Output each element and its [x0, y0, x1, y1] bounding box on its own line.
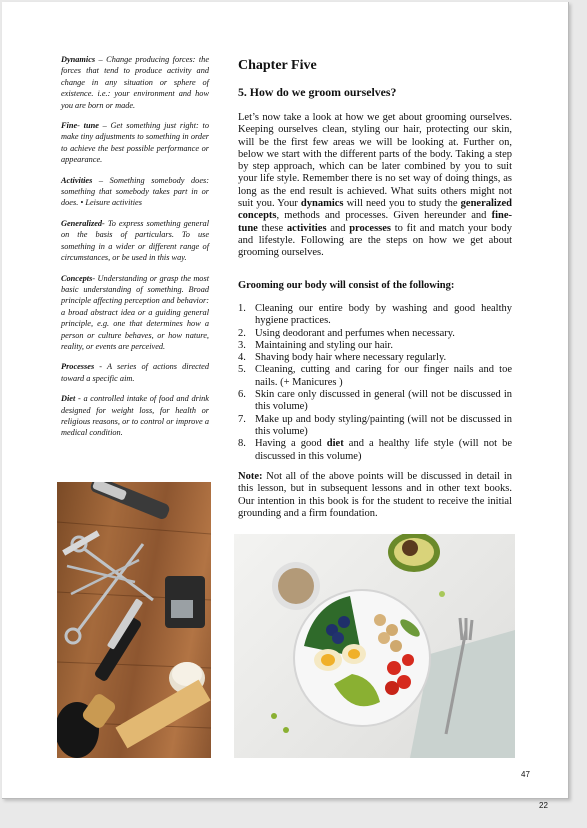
intro-text: these	[257, 222, 287, 234]
list-item-text	[255, 438, 512, 463]
salad-bowl-icon	[294, 590, 430, 726]
glossary-entry-processes	[61, 361, 209, 384]
glossary-entry-generalized	[61, 218, 209, 264]
glossary-term: Activities	[61, 175, 93, 185]
note-text: Not all of the above points will be discussed in detail in this lesson, but in subsequent lessons and in other text books. Our intention in this book is for the student to receive the initial grounding and a firm foundation.	[238, 471, 512, 519]
document-page	[2, 2, 569, 799]
chapter-title: Chapter Five	[238, 58, 317, 73]
intro-text: , methods and processes. Given hereunder and	[276, 210, 492, 222]
grooming-tools-illustration	[57, 482, 211, 758]
list-item	[238, 389, 512, 414]
intro-text: Let’s now take a look at how we get about grooming ourselves. Keeping ourselves clean, styling our hair, protecting our skin, will be the first few areas we will be looking at. Further on, below we start with the different parts of the body. Taking a step by step approach, which can be later combined by you to suit your life style. Remember there is no set way of doing things, as long as the end result is achieved. What suits others might not suit you. Your	[238, 112, 512, 210]
glossary-term: Processes	[61, 362, 95, 372]
list-item-number: 6.	[238, 389, 246, 401]
list-item-number: 3.	[238, 339, 246, 351]
glossary-definition: – Change producing forces: the forces that tend to produce activity and change in any situation or sphere of existence. i.e.: your environment and how you are born or made.	[61, 55, 209, 110]
list-item-number: 7.	[238, 413, 246, 425]
glossary-term: Diet	[61, 394, 76, 404]
page-number: 47	[521, 770, 530, 779]
list-item-text: Make up and body styling/painting (will not be discussed in this volume)	[255, 413, 512, 437]
glossary-definition: To express something general on the basis of particulars. To use something in a wider or different range of circumstances, or be used in this way.	[61, 218, 209, 263]
seed-jar-icon	[272, 562, 320, 610]
list-item-number: 2.	[238, 327, 246, 339]
keyword-processes: processes	[349, 222, 392, 234]
section-heading: 5. How do we groom ourselves?	[238, 85, 397, 99]
keyword-diet: diet	[326, 438, 344, 450]
glossary-entry-concepts	[61, 273, 209, 353]
list-item	[238, 328, 512, 340]
avocado-icon	[388, 534, 440, 572]
viewer-page-number: 22	[539, 801, 548, 810]
glossary-definition: - A series of actions directed toward a specific aim.	[61, 362, 209, 383]
keyword-dynamics: dynamics	[300, 198, 344, 210]
note-label: Note:	[238, 471, 263, 482]
glossary-term: Fine- tune	[61, 121, 99, 131]
keyword-generalized-concepts: generalized concepts	[238, 198, 512, 222]
note-paragraph	[238, 471, 512, 520]
glossary-definition: – Something somebody does: something that somebody takes part in or does. • Leisure activities	[61, 175, 209, 208]
list-item-text: Cleaning, cutting and caring for our finger nails and toe nails. (+ Manicures )	[255, 364, 512, 388]
glossary-term: Generalized-	[61, 218, 105, 228]
intro-text: and	[326, 222, 350, 234]
intro-text: to fit and match your body and lifestyle. Following are the steps on how we get about grooming ourselves.	[238, 222, 513, 259]
glossary-entry-activities	[61, 175, 209, 209]
glossary-entry-diet	[61, 393, 209, 439]
trimmer-icon	[89, 482, 171, 521]
food-bowl-illustration	[234, 534, 515, 758]
list-item	[238, 438, 512, 463]
list-heading: Grooming our body will consist of the following:	[238, 280, 455, 291]
glossary-definition: – Get something just right: to make tiny adjustments to something in order to achieve the best possible performance or appearance.	[61, 121, 209, 165]
grooming-steps-list	[238, 303, 512, 463]
healthy-food-bowl-photo	[234, 534, 515, 758]
grooming-tools-photo	[57, 482, 211, 758]
glossary-entry-dynamics	[61, 54, 209, 111]
list-item	[238, 340, 512, 352]
intro-paragraph	[238, 112, 512, 260]
clipper-icon	[165, 576, 205, 628]
list-item-number: 1.	[238, 303, 246, 314]
glossary-sidebar	[61, 54, 209, 448]
razor-icon	[94, 598, 144, 682]
keyword-activities: activities	[286, 222, 327, 234]
list-item-text: Skin care only discussed in general (will not be discussed in this volume)	[255, 389, 512, 413]
keyword-fine-tune: fine-tune	[238, 210, 512, 234]
intro-text: will need you to study the	[343, 198, 461, 210]
glossary-entry-fine-tune	[61, 120, 209, 166]
glossary-term: Concepts-	[61, 273, 96, 283]
glossary-definition: Understanding or grasp the most basic understanding of something. Broad principle affecting perception and behavior: a broad abstract idea or a guiding general principle, e.g. one that determines how a person or culture behaves, or how nature, reality, or events are perceived.	[61, 273, 209, 351]
list-item-text-post: and a healthy life style (will not be discussed in this volume)	[255, 438, 512, 462]
list-item-text: Using deodorant and perfumes when necessary.	[255, 327, 455, 339]
list-item	[238, 303, 512, 328]
glossary-definition: - a controlled intake of food and drink designed for weight loss, for health or religious reasons, or to control or improve a medical condition.	[61, 394, 209, 438]
list-item-text: Shaving body hair where necessary regularly.	[255, 352, 447, 364]
list-item	[238, 364, 512, 389]
list-item-text: Cleaning our entire body by washing and good healthy hygiene practices.	[255, 303, 512, 327]
list-item-number: 5.	[238, 364, 246, 376]
comb-icon	[115, 680, 210, 749]
list-item-number: 8.	[238, 438, 246, 450]
list-item-text-pre: Having a good	[255, 438, 327, 450]
scissors-icon	[67, 560, 139, 594]
shaving-brush-icon	[57, 692, 117, 758]
list-item-number: 4.	[238, 352, 246, 364]
glossary-term: Dynamics	[61, 55, 96, 64]
list-item	[238, 414, 512, 439]
list-item	[238, 352, 512, 364]
list-item-text: Maintaining and styling our hair.	[255, 339, 393, 351]
